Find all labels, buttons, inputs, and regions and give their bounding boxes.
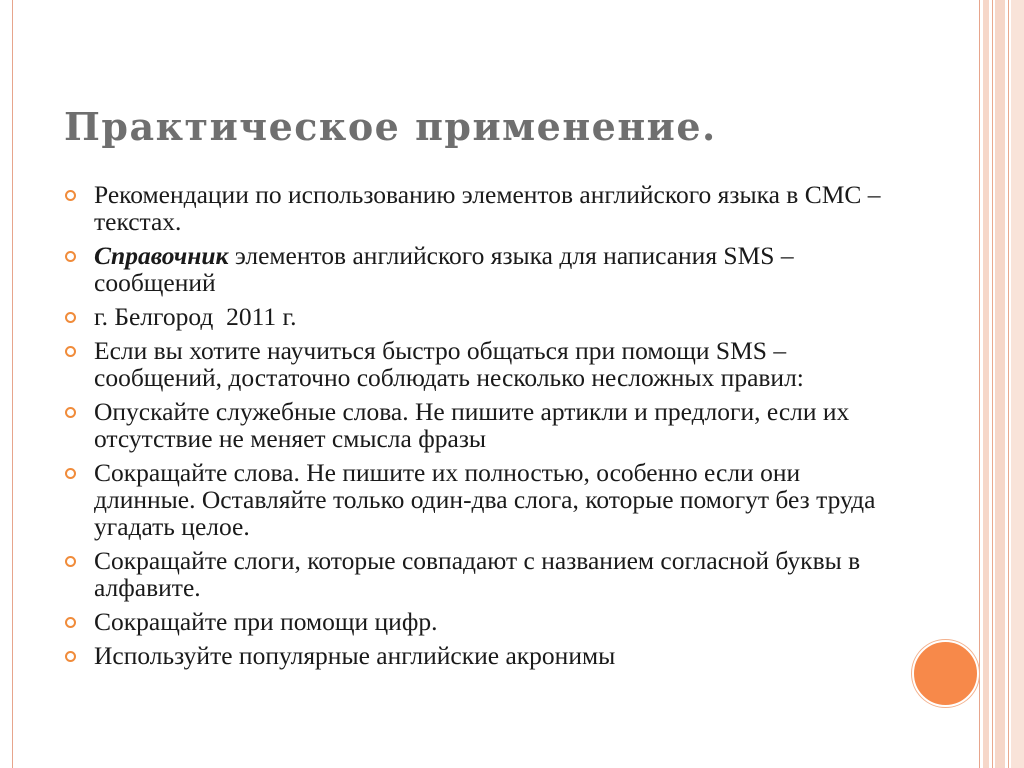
decor-stripe-line (992, 0, 993, 768)
slide-title: Практическое применение. (64, 104, 717, 149)
bullet-text: Если вы хотите научиться быстро общаться при помощи SMS – сообщений, достаточно соблюдать несколько несложных правил: (94, 336, 804, 392)
bullet-emphasis: Справочник (94, 241, 229, 270)
bullet-item (64, 337, 894, 391)
bullet-text: Рекомендации по использованию элементов английского языка в СМС – текстах. (94, 180, 881, 236)
bullet-text: г. Белгород 2011 г. (94, 302, 297, 331)
bullet-item (64, 303, 894, 330)
bullet-circle-icon (65, 190, 76, 201)
bullet-circle-icon (65, 251, 76, 262)
bullet-text: Опускайте служебные слова. Не пишите артикли и предлоги, если их отсутствие не меняет смысла фразы (94, 397, 850, 453)
bullet-circle-icon (65, 312, 76, 323)
bullet-item (64, 242, 894, 296)
bullet-item (64, 459, 894, 540)
bullet-text: Используйте популярные английские акронимы (94, 641, 616, 670)
bullet-item (64, 608, 894, 635)
bullet-text: элементов английского языка для написания SMS – сообщений (94, 241, 794, 297)
bullet-item (64, 398, 894, 452)
decor-stripe (983, 0, 989, 768)
bullet-circle-icon (65, 346, 76, 357)
bullet-item (64, 642, 894, 669)
bullet-circle-icon (65, 556, 76, 567)
decor-stripe (1011, 0, 1024, 768)
bullet-circle-icon (65, 407, 76, 418)
bullet-text: Сокращайте при помощи цифр. (94, 607, 438, 636)
decorative-circle-icon (912, 640, 979, 707)
bullet-circle-icon (65, 468, 76, 479)
bullet-item (64, 181, 894, 235)
bullet-circle-icon (65, 651, 76, 662)
decor-stripe (995, 0, 1005, 768)
bullet-circle-icon (65, 617, 76, 628)
bullet-text: Сокращайте слова. Не пишите их полностью, особенно если они длинные. Оставляйте только один-два слога, которые помогут без труда угадать целое. (94, 458, 876, 541)
bullet-text: Сокращайте слоги, которые совпадают с названием согласной буквы в алфавите. (94, 546, 861, 602)
bullet-list (64, 181, 894, 676)
bullet-item (64, 547, 894, 601)
decor-stripe-line (1008, 0, 1009, 768)
